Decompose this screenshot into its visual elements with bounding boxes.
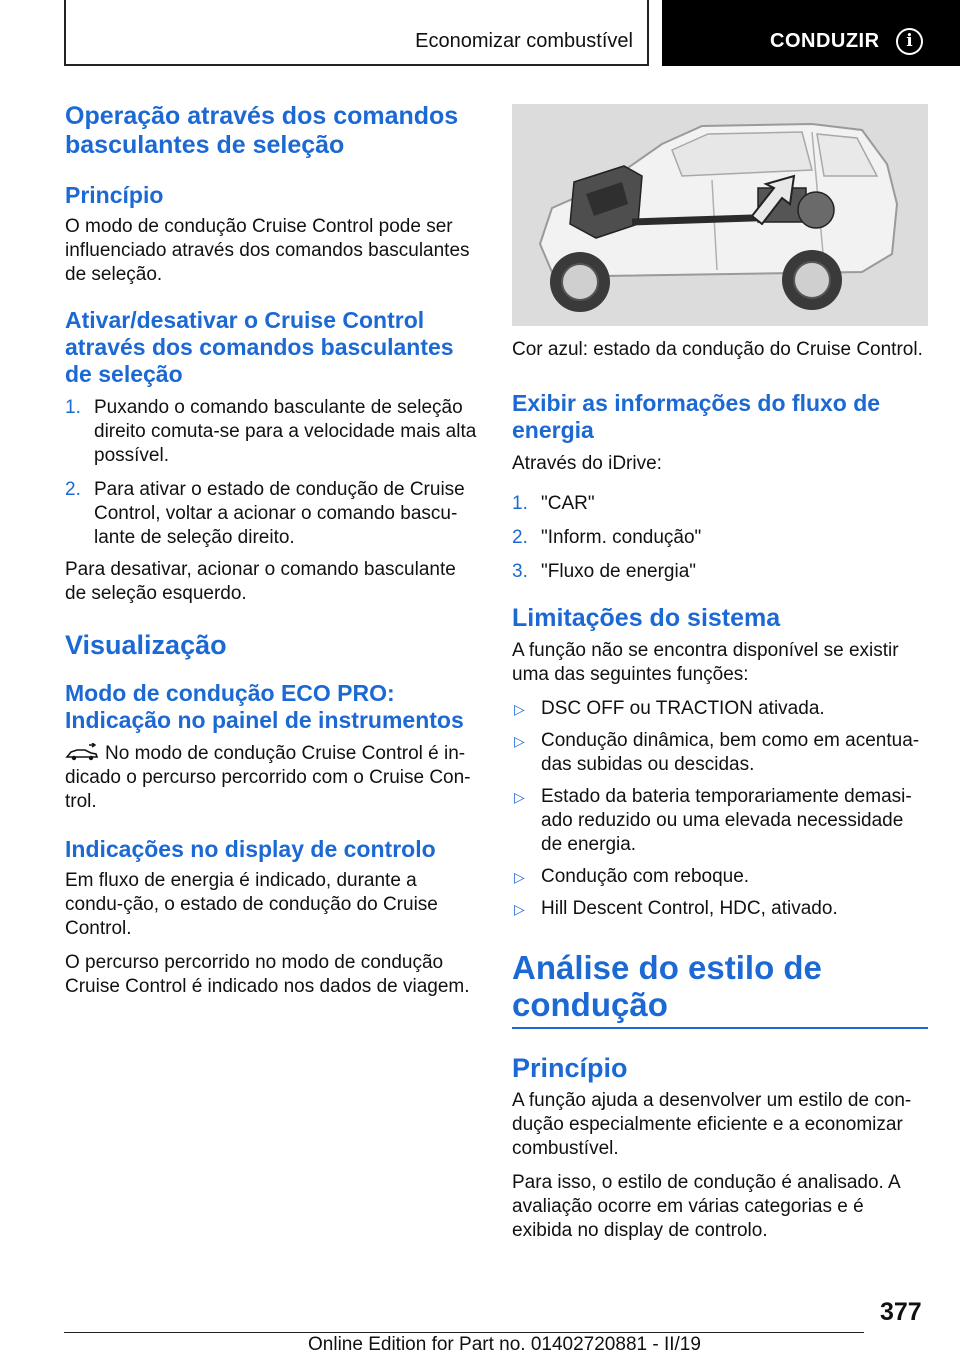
list-text: Puxando o comando basculante de seleção direito comuta-se para a velocidade mais alta possível. (94, 397, 477, 466)
paragraph-analise: Para isso, o estilo de condução é analisado. A avaliação ocorre em várias categorias e é exibida no display de controlo. (512, 1172, 900, 1241)
list-item-menu-2 (512, 526, 928, 550)
heading-visualizacao: Visualização (65, 630, 227, 660)
header-chapter-title: CONDUZIR (770, 30, 880, 52)
paragraph-modo (65, 742, 480, 814)
bullet-item-4 (512, 865, 928, 889)
triangle-bullet-icon: ▷ (514, 901, 525, 917)
list-item-menu-1 (512, 492, 928, 516)
heading-principio: Princípio (65, 182, 164, 208)
paragraph-principio: O modo de condução Cruise Control pode ser influenciado através dos comandos basculantes de seleção. (65, 216, 470, 285)
list-number: 3. (512, 561, 528, 582)
car-drivetrain-figure (512, 104, 928, 326)
header-section-title: Economizar combustível (415, 30, 633, 52)
heading-principio-2: Princípio (512, 1053, 628, 1083)
paragraph-principio-2: A função ajuda a desenvolver um estilo de con‐dução especialmente eficiente e a economizar combustível. (512, 1090, 912, 1159)
triangle-bullet-icon: ▷ (514, 789, 525, 805)
heading-exibir: Exibir as informações do fluxo de energia (512, 390, 881, 443)
footer-edition: Online Edition for Part no. 01402720881 - II/19 (308, 1334, 701, 1355)
list-text: "Inform. condução" (541, 527, 702, 548)
info-icon: i (896, 28, 923, 55)
car-drivetrain-illustration (512, 104, 928, 326)
heading-indicacoes: Indicações no display de controlo (65, 836, 436, 862)
header-section-box (64, 0, 649, 66)
list-item-step-1 (65, 396, 480, 468)
heading-limitacoes: Limitações do sistema (512, 604, 781, 632)
bullet-text: Estado da bateria temporariamente demasi‐ado reduzido ou uma elevada necessidade de energia. (541, 786, 912, 855)
paragraph-desativar: Para desativar, acionar o comando basculante de seleção esquerdo. (65, 559, 456, 604)
paragraph-indicacoes-1: Em fluxo de energia é indicado, durante a condu‐ção, o estado de condução do Cruise Control. (65, 870, 438, 939)
list-item-step-2 (65, 478, 480, 550)
heading-analise: Análise do estilo de condução (512, 949, 822, 1023)
list-number: 2. (65, 479, 81, 500)
list-number: 1. (65, 397, 81, 418)
bullet-text: Condução dinâmica, bem como em acentua‐das subidas ou descidas. (541, 730, 920, 775)
bullet-text: Hill Descent Control, HDC, ativado. (541, 898, 838, 919)
triangle-bullet-icon: ▷ (514, 701, 525, 717)
right-column (512, 104, 928, 1243)
bullet-item-3 (512, 785, 928, 857)
list-item-menu-3 (512, 560, 928, 584)
list-text: "Fluxo de energia" (541, 561, 697, 582)
heading-operacao: Operação através dos comandos basculantes de seleção (65, 102, 459, 159)
paragraph-idrive: Através do iDrive: (512, 453, 662, 474)
triangle-bullet-icon: ▷ (514, 869, 525, 885)
header-chapter-box (662, 0, 960, 66)
list-text: "CAR" (541, 493, 595, 514)
bullet-item-2 (512, 729, 928, 777)
coasting-car-icon (65, 743, 99, 761)
bullet-text: Condução com reboque. (541, 866, 750, 887)
list-number: 2. (512, 527, 528, 548)
footer-rule (64, 1332, 864, 1333)
paragraph-indicacoes-2: O percurso percorrido no modo de condução Cruise Control é indicado nos dados de viagem. (65, 952, 470, 997)
heading-rule (512, 1027, 928, 1029)
paragraph-modo-text: No modo de condução Cruise Control é in‐dicado o percurso percorrido com o Cruise Con‐trol. (65, 743, 471, 812)
figure-caption: Cor azul: estado da condução do Cruise Control. (512, 339, 923, 360)
triangle-bullet-icon: ▷ (514, 733, 525, 749)
list-number: 1. (512, 493, 528, 514)
page-number: 377 (880, 1298, 922, 1326)
heading-ativar: Ativar/desativar o Cruise Control através dos comandos basculantes de seleção (65, 307, 454, 387)
bullet-item-1 (512, 697, 928, 721)
left-column (65, 102, 480, 999)
heading-modo-eco-pro: Modo de condução ECO PRO: Indicação no painel de instrumentos (65, 680, 464, 733)
list-text: Para ativar o estado de condução de Cruise Control, voltar a acionar o comando bascu‐lante de seleção direito. (94, 479, 465, 548)
bullet-item-5 (512, 897, 928, 921)
bullet-text: DSC OFF ou TRACTION ativada. (541, 698, 825, 719)
paragraph-limitacoes: A função não se encontra disponível se existir uma das seguintes funções: (512, 640, 899, 685)
